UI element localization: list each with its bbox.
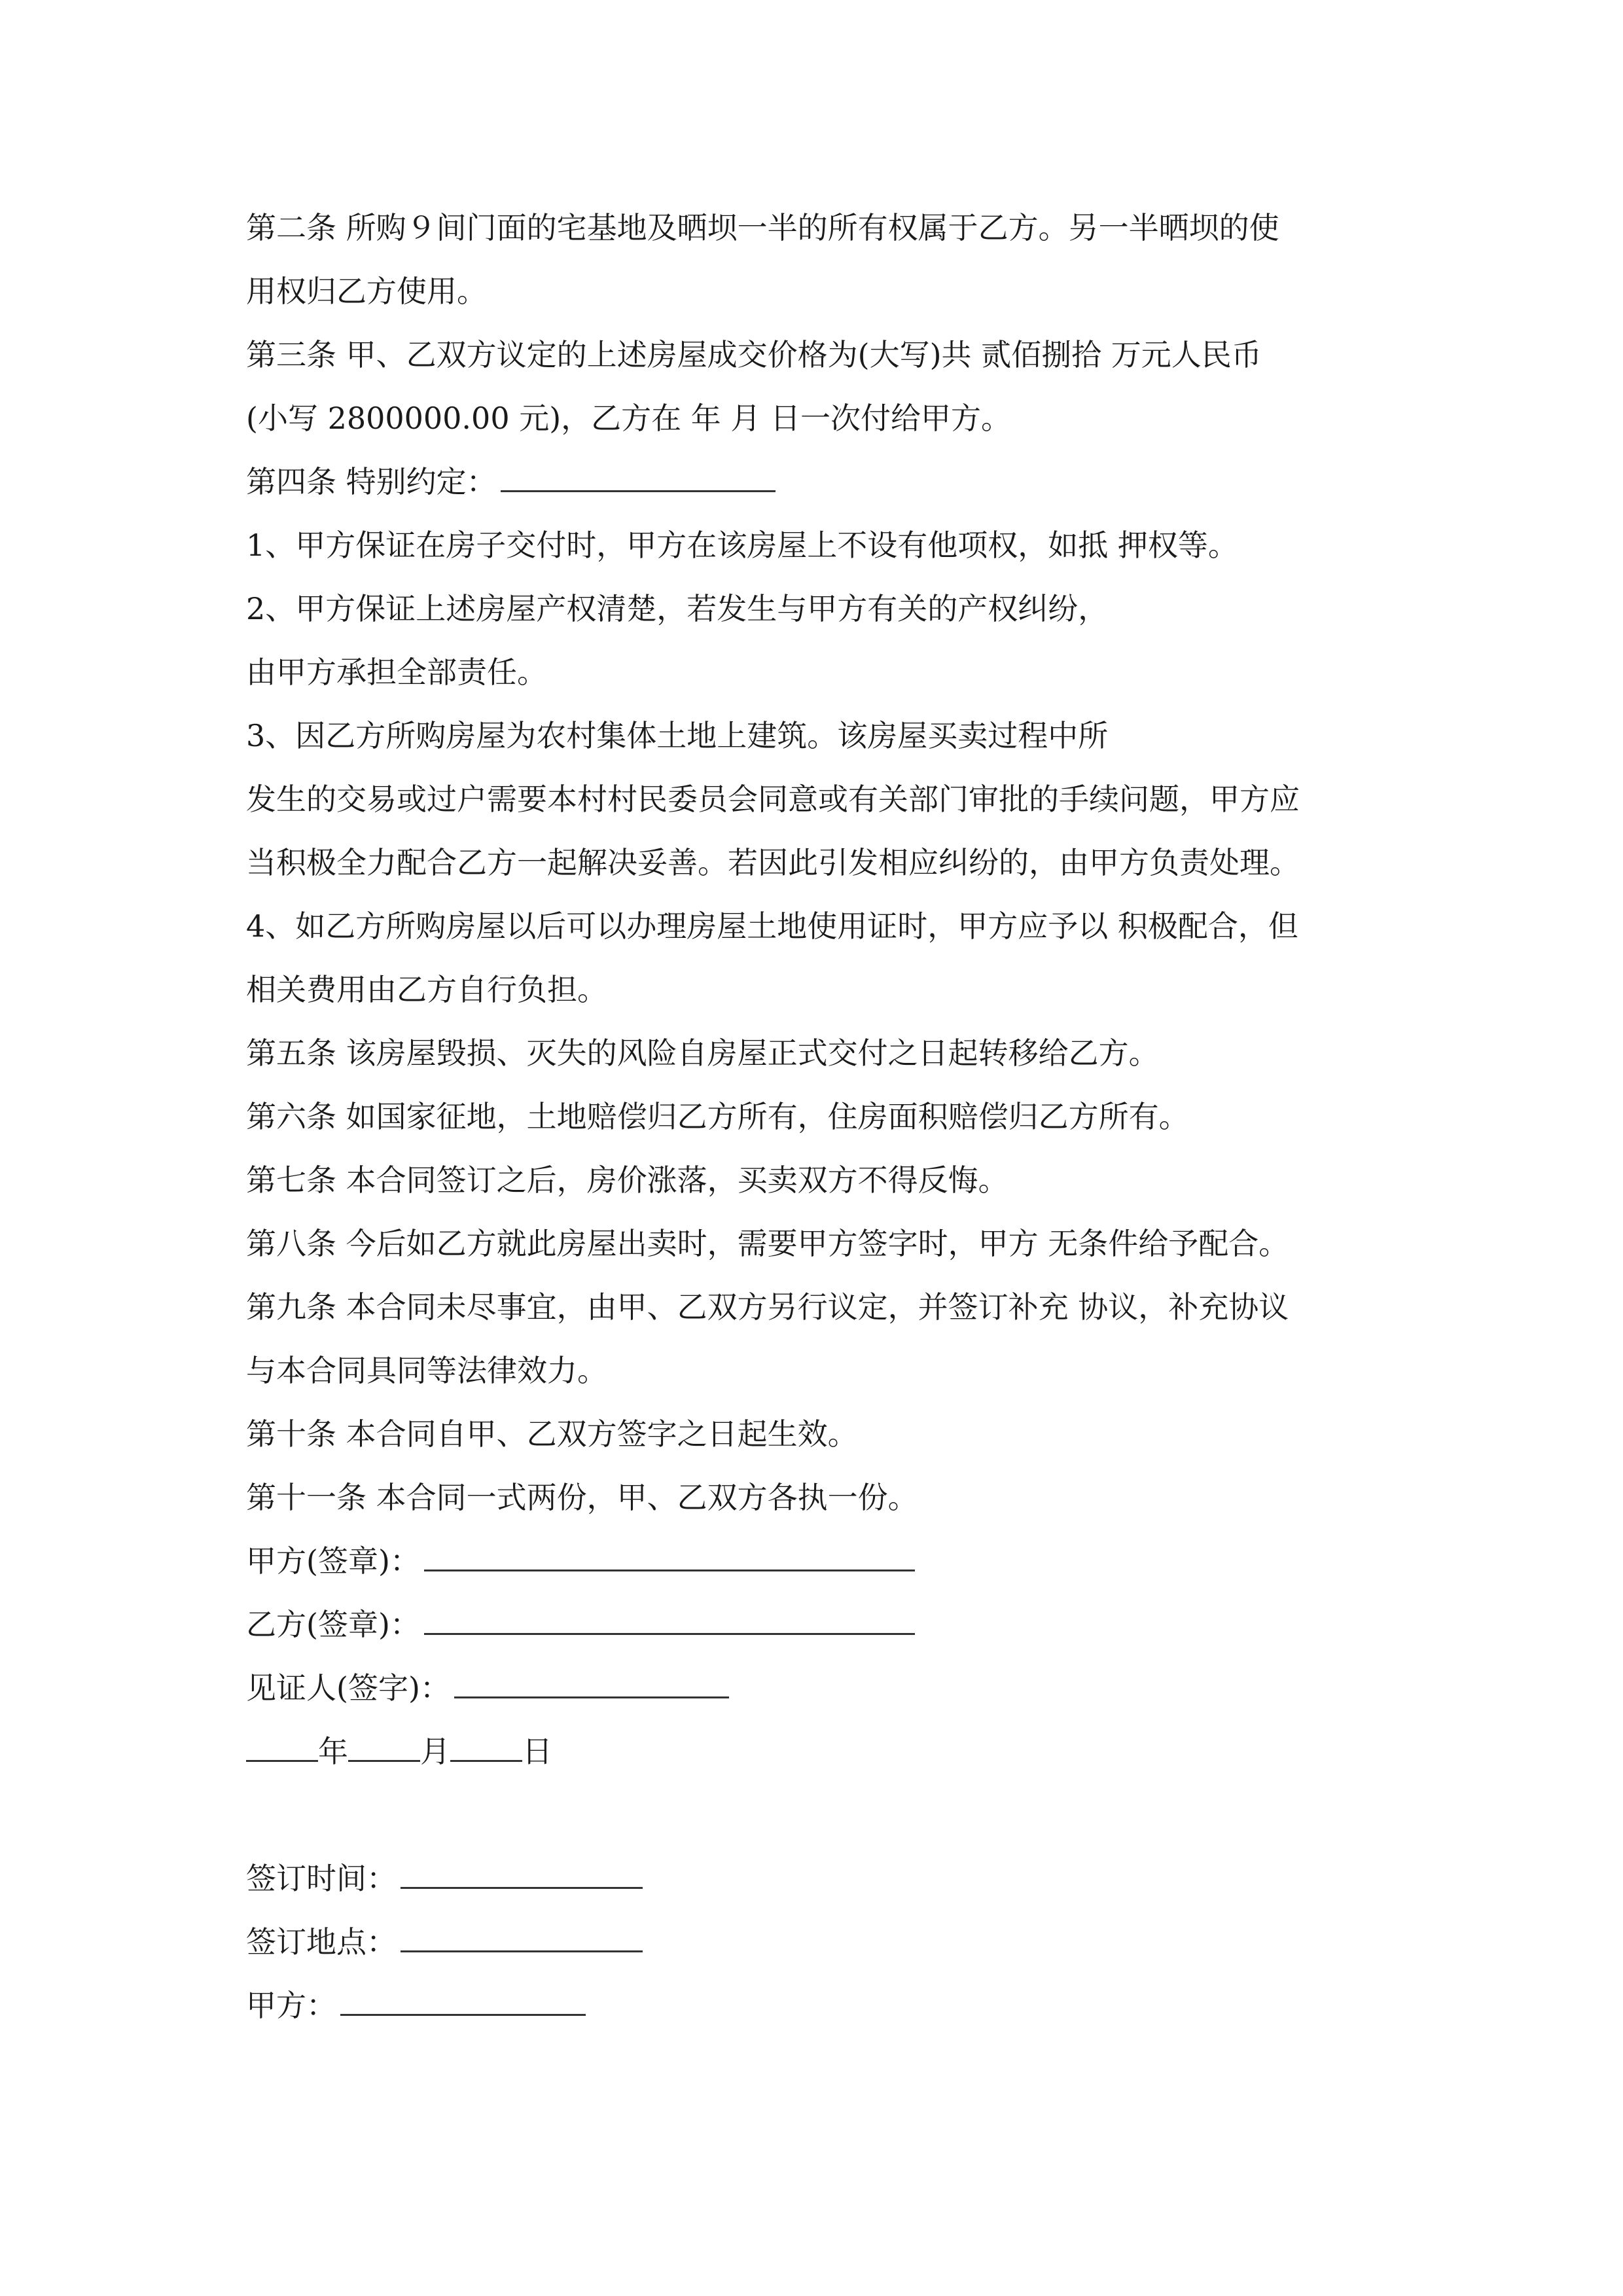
- clause-5: 第五条 该房屋毁损、灭失的风险自房屋正式交付之日起转移给乙方。: [246, 1035, 1159, 1071]
- contract-body: [246, 196, 1424, 2037]
- sign-time-label: 签订时间：: [246, 1861, 397, 1896]
- clause-7: 第七条 本合同签订之后，房价涨落，买卖双方不得反悔。: [246, 1162, 1008, 1198]
- item-1: 1、甲方保证在房子交付时，甲方在该房屋上不设有他项权，如抵 押权等。: [246, 528, 1238, 563]
- clause-3-line-1: 第三条 甲、乙双方议定的上述房屋成交价格为(大写)共 贰佰捌拾 万元人民币: [246, 337, 1262, 372]
- special-terms-blank[interactable]: [501, 457, 776, 492]
- item-3-line-3: 当积极全力配合乙方一起解决妥善。若因此引发相应纠纷的，由甲方负责处理。: [246, 845, 1300, 880]
- clause-9-line-1: 第九条 本合同未尽事宜，由甲、乙双方另行议定，并签订补充 协议，补充协议: [246, 1289, 1289, 1325]
- sign-place-row: [246, 1910, 1424, 1974]
- clause-3-line-2: (小写 2800000.00 元)，乙方在 年 月 日一次付给甲方。: [246, 401, 1012, 436]
- item-2-line-2: 由甲方承担全部责任。: [246, 655, 547, 690]
- day-field[interactable]: [450, 1727, 522, 1762]
- footer-party-a-field[interactable]: [340, 1981, 586, 2016]
- sign-place-label: 签订地点：: [246, 1924, 397, 1960]
- party-a-signature-row: [246, 1530, 1424, 1593]
- day-label: 日: [522, 1734, 552, 1769]
- item-2-line-1: 2、甲方保证上述房屋产权清楚，若发生与甲方有关的产权纠纷，: [246, 591, 1109, 626]
- witness-signature-field[interactable]: [454, 1664, 729, 1698]
- clause-6: 第六条 如国家征地，土地赔偿归乙方所有，住房面积赔偿归乙方所有。: [246, 1099, 1189, 1134]
- party-b-signature-field[interactable]: [424, 1600, 915, 1635]
- clause-8: 第八条 今后如乙方就此房屋出卖时，需要甲方签字时，甲方 无条件给予配合。: [246, 1226, 1289, 1261]
- clause-10: 第十条 本合同自甲、乙双方签字之日起生效。: [246, 1416, 858, 1452]
- party-a-label: 甲方(签章)：: [246, 1543, 420, 1579]
- item-4-line-2: 相关费用由乙方自行负担。: [246, 972, 607, 1007]
- witness-label: 见证人(签字)：: [246, 1670, 450, 1706]
- date-row: [246, 1720, 1424, 1784]
- year-field[interactable]: [246, 1727, 318, 1762]
- clause-4-heading: [246, 450, 1424, 514]
- sign-time-field[interactable]: [401, 1854, 643, 1889]
- witness-signature-row: [246, 1657, 1424, 1720]
- item-3-line-2: 发生的交易或过户需要本村村民委员会同意或有关部门审批的手续问题，甲方应: [246, 781, 1300, 817]
- clause-4-label: 第四条 特别约定：: [246, 464, 497, 499]
- month-field[interactable]: [348, 1727, 420, 1762]
- clause-2-line-1: 第二条 所购９间门面的宅基地及晒坝一半的所有权属于乙方。另一半晒坝的使: [246, 210, 1279, 245]
- clause-2-line-2: 用权归乙方使用。: [246, 274, 487, 309]
- spacer: [246, 1784, 1424, 1847]
- month-label: 月: [420, 1734, 450, 1769]
- item-4-line-1: 4、如乙方所购房屋以后可以办理房屋土地使用证时，甲方应予以 积极配合，但: [246, 908, 1298, 944]
- party-b-signature-row: [246, 1593, 1424, 1657]
- item-3-line-1: 3、因乙方所购房屋为农村集体土地上建筑。该房屋买卖过程中所: [246, 718, 1109, 753]
- sign-time-row: [246, 1847, 1424, 1910]
- footer-party-a-row: [246, 1974, 1424, 2037]
- party-b-label: 乙方(签章)：: [246, 1607, 420, 1642]
- clause-9-line-2: 与本合同具同等法律效力。: [246, 1353, 607, 1388]
- party-a-signature-field[interactable]: [424, 1537, 915, 1571]
- sign-place-field[interactable]: [401, 1918, 643, 1952]
- footer-party-a-label: 甲方：: [246, 1988, 336, 2023]
- year-label: 年: [318, 1734, 348, 1769]
- clause-11: 第十一条 本合同一式两份，甲、乙双方各执一份。: [246, 1480, 918, 1515]
